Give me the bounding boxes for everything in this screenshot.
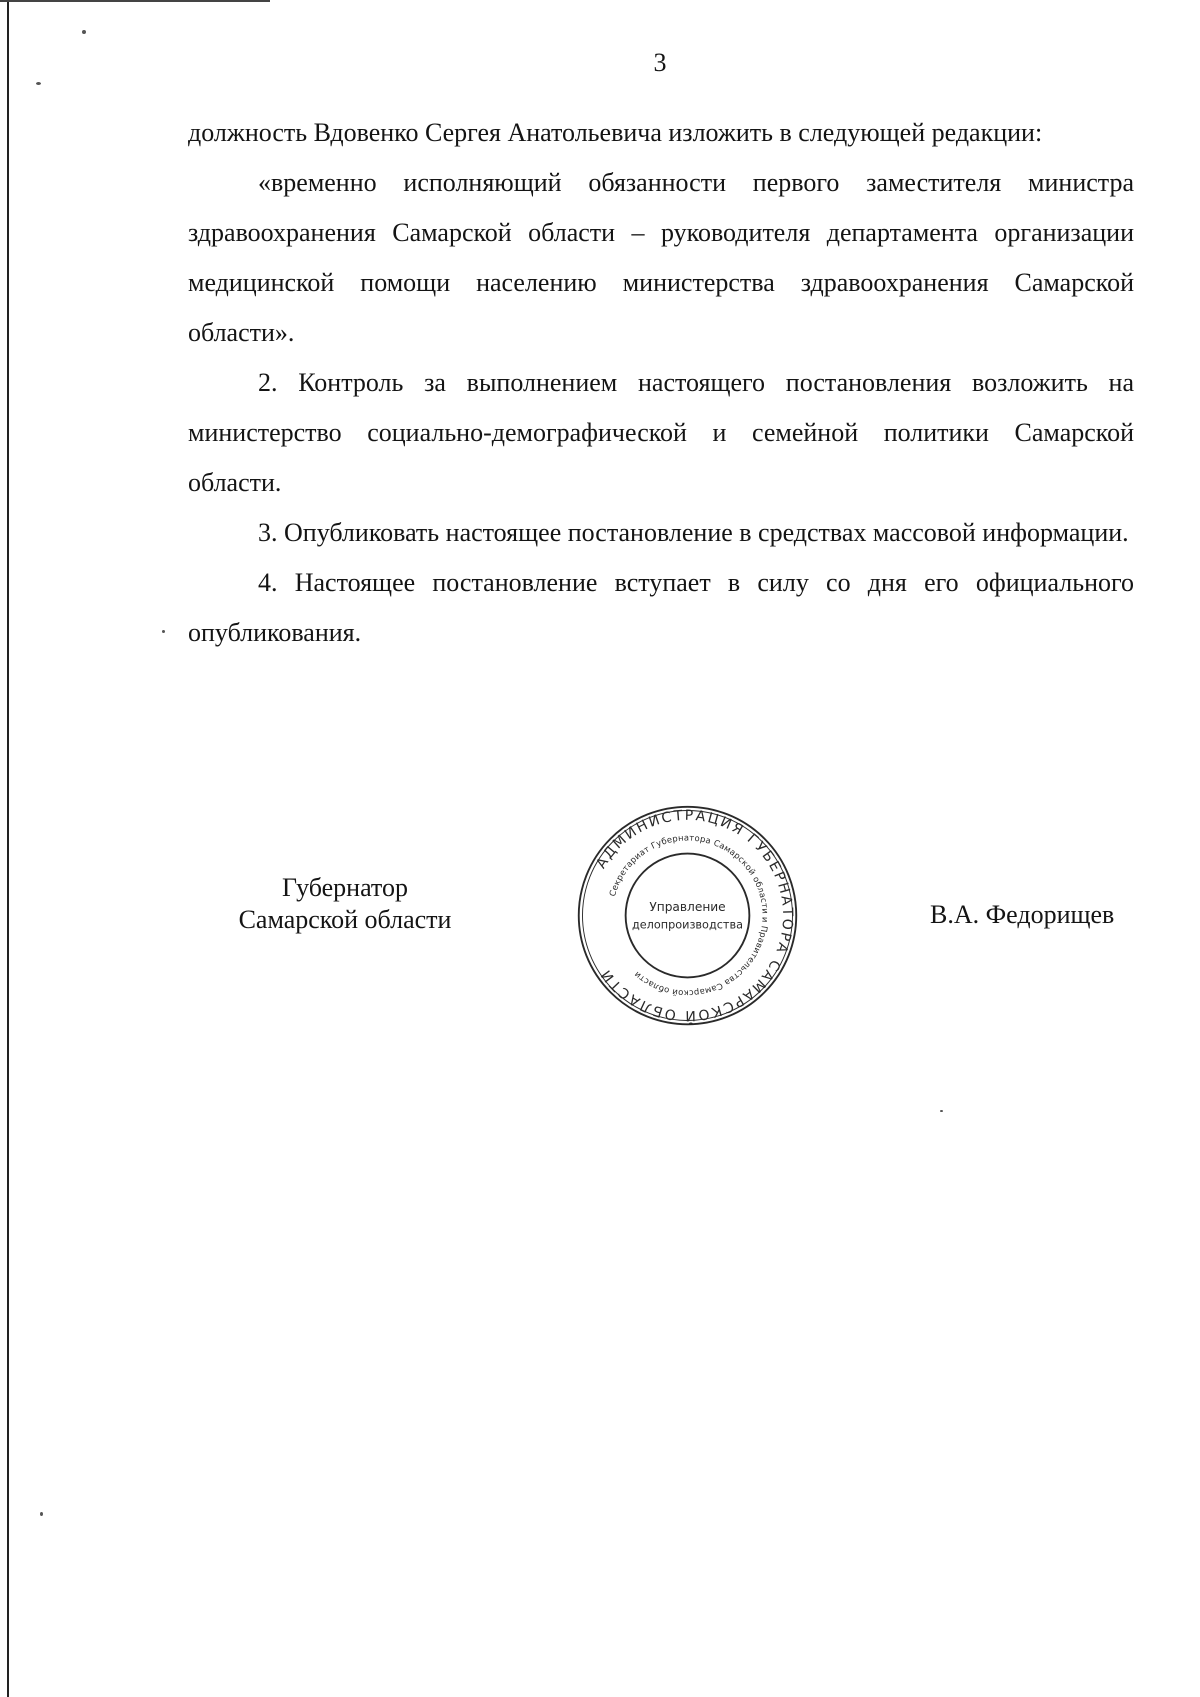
- seal-center-line2: делопроизводства: [631, 918, 744, 932]
- paragraph-item-2: 2. Контроль за выполнением настоящего постановления возложить на министерство социально-демографической и семейной политики Самарской области.: [188, 368, 1134, 497]
- document-body: [188, 108, 1134, 658]
- signatory-name: В.А. Федорищев: [930, 900, 1115, 929]
- seal-outer-text: АДМИНИСТРАЦИЯ ГУБЕРНАТОРА САМАРСКОЙ ОБЛАСТИ: [593, 807, 796, 1024]
- signatory-title-line1: Губернатор: [282, 873, 408, 902]
- scan-speck: [40, 1512, 43, 1516]
- seal-inner-text: Секретариат Губернатора Самарской области и Правительства Самарской области: [607, 832, 771, 999]
- scan-border-left: [7, 0, 9, 1697]
- scan-speck: [36, 82, 41, 85]
- scan-speck: [162, 630, 165, 633]
- signatory-title-line2: Самарской области: [238, 905, 452, 934]
- scan-speck: [82, 30, 86, 34]
- seal-center-line1: Управление: [649, 899, 726, 914]
- paragraph-quote: «временно исполняющий обязанности первого заместителя министра здравоохранения Самарской области – руководителя департамента организации медицинской помощи населению министерства здравоохранения Самарской области».: [188, 168, 1134, 347]
- paragraph-item-4: 4. Настоящее постановление вступает в силу со дня его официального опубликования.: [188, 568, 1134, 647]
- seal-inner-circle: [626, 854, 750, 978]
- official-seal: [575, 803, 800, 1028]
- signatory-title: [200, 872, 490, 936]
- paragraph-continuation: должность Вдовенко Сергея Анатольевича изложить в следующей редакции:: [188, 118, 1043, 147]
- page-number: 3: [653, 48, 667, 77]
- scan-speck: [940, 1110, 943, 1112]
- paragraph-item-3: 3. Опубликовать настоящее постановление в средствах массовой информации.: [258, 518, 1129, 547]
- scan-border-top: [0, 0, 270, 2]
